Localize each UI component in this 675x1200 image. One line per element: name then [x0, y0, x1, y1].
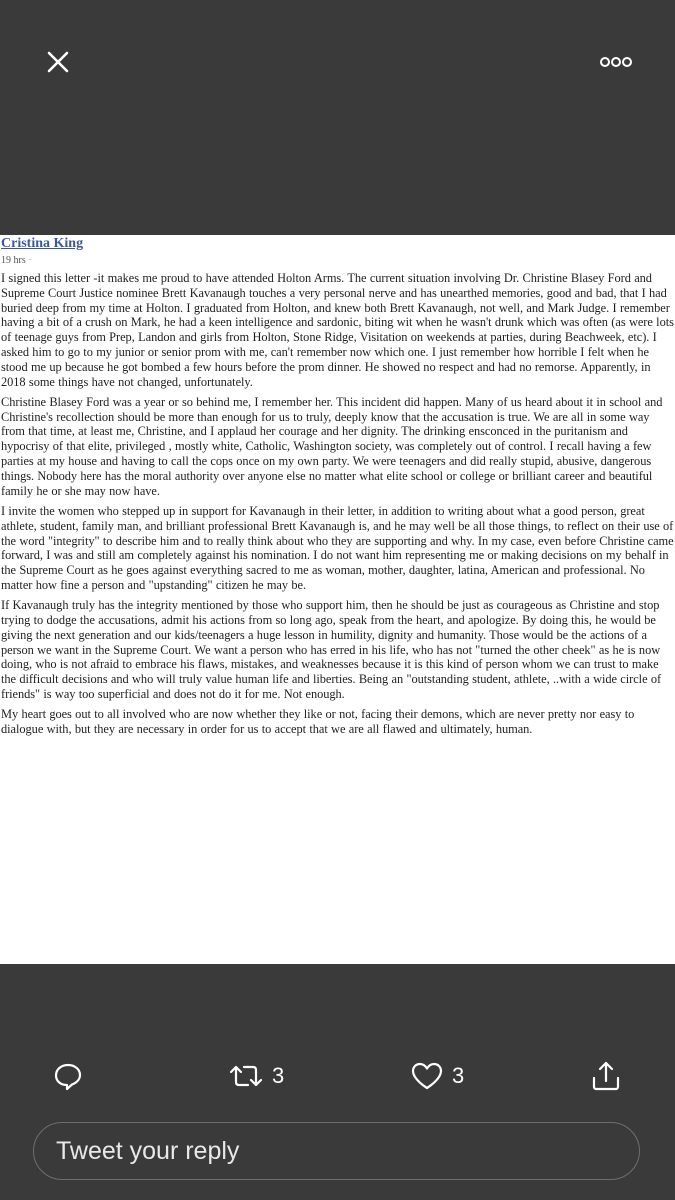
retweet-icon: [228, 1060, 264, 1092]
like-button[interactable]: [410, 1050, 464, 1102]
post-author-name: Cristina King: [1, 236, 84, 251]
reply-bubble-icon: [52, 1060, 84, 1092]
post-paragraph: I signed this letter -it makes me proud to have attended Holton Arms. The current situation involving Dr. Christine Blasey Ford and Supreme Court Justice nominee Brett Kavanaugh touches a very personal nerve and has unearthed memories, good and bad, that I had buried deep from my time at Holton. I graduated from Holton, and knew both Brett Kavanaugh, not well, and Mark Judge. I remember having a bit of a crush on Mark, he had a keen intelligence and sardonic, biting wit when he wasn't drunk which was often (as were lots of teenage guys from Prep, Landon and girls from Holton, Stone Ridge, Visitation on weekends at parties, during Beachweek, etc). I asked him to go to my junior or senior prom with me, can't remember now which one. I just remember how horrible I felt when he stood me up because he got bombed a few hours before the prom dinner. He showed no respect and had no remorse. Apparently, in 2018 some things have not changed, unfortunately.: [1, 271, 674, 389]
reply-button[interactable]: [52, 1050, 84, 1102]
close-button[interactable]: [40, 44, 76, 80]
heart-icon: [410, 1060, 444, 1092]
post-paragraph: Christine Blasey Ford was a year or so behind me, I remember her. This incident did happen. Many of us heard about it in school and Christine's recollection should be more than enough for us to truly, deeply know that the accusation is true. We are all in some way from that time, at least me, Christine, and I applaud her courage and her dignity. The drinking ensconced in the puritanism and hypocrisy of that elite, privileged , mostly white, Catholic, Washington society, was completely out of control. I recall having a few parties at my house and having to call the cops once on my own party. We were teenagers and did really stupid, abusive, dangerous things. Nobody here has the moral authority over anyone else no matter what elite school or college or brilliant career and beautiful family he or she may now have.: [1, 394, 663, 498]
post-paragraph: I invite the women who stepped up in support for Kavanaugh in their letter, in addition to writing about what a good person, great athlete, student, family man, and brilliant professional Brett Kavanaugh is, and he may well be all those things, to reflect on their use of the word "integrity" to describe him and to really think about who they are supporting and why. In my case, even before Christine came forward, I was and still am completely against his nomination. I do not want him representing me or making decisions on my behalf in the Supreme Court as he goes against everything sacred to me as woman, mother, daughter, latina, American and professional. No matter how fine a person and "upstanding" citizen he may be.: [1, 503, 674, 592]
post-paragraph: My heart goes out to all involved who are now whether they like or not, facing their demons, which are never pretty nor easy to dialogue with, but they are necessary in order for us to accept that we are all flawed and ultimately, human.: [1, 707, 635, 737]
post-paragraph: If Kavanaugh truly has the integrity mentioned by those who support him, then he should be just as courageous as Christine and stop trying to dodge the accusations, admit his actions from so long ago, speak from the heart, and apologize. By doing this, he would be giving the next generation and our kids/teenagers a huge lesson in humility, dignity and humanity. Those would be the actions of a person we want in the Supreme Court. We want a person who has erred in his life, who has not "turned the other cheek" as he is now doing, who is not afraid to embrace his flaws, mistakes, and weaknesses because it is this kind of person whom we can trust to make the difficult decisions and who will truly value human life and liberties. Being an "outstanding student, athlete, ..with a wide circle of friends" is way too superficial and does not do it for me. Not enough.: [1, 598, 662, 702]
like-count: 3: [452, 1063, 465, 1088]
more-options-button[interactable]: [594, 48, 638, 76]
share-icon: [590, 1060, 622, 1092]
more-horizontal-icon: [594, 48, 638, 76]
media-viewer-header: [0, 0, 675, 120]
share-button[interactable]: [590, 1050, 622, 1102]
attached-photo[interactable]: [0, 235, 675, 964]
reply-input[interactable]: [54, 1136, 618, 1167]
reply-composer[interactable]: [33, 1122, 640, 1180]
retweet-count: 3: [272, 1063, 285, 1088]
post-time-value: 19 hrs: [1, 255, 26, 266]
tweet-action-bar: [0, 1050, 675, 1102]
post-time-separator: ·: [28, 255, 32, 266]
retweet-button[interactable]: [228, 1050, 284, 1102]
close-icon: [40, 44, 76, 80]
post-body: [1, 271, 675, 742]
post-timestamp: [1, 255, 32, 266]
